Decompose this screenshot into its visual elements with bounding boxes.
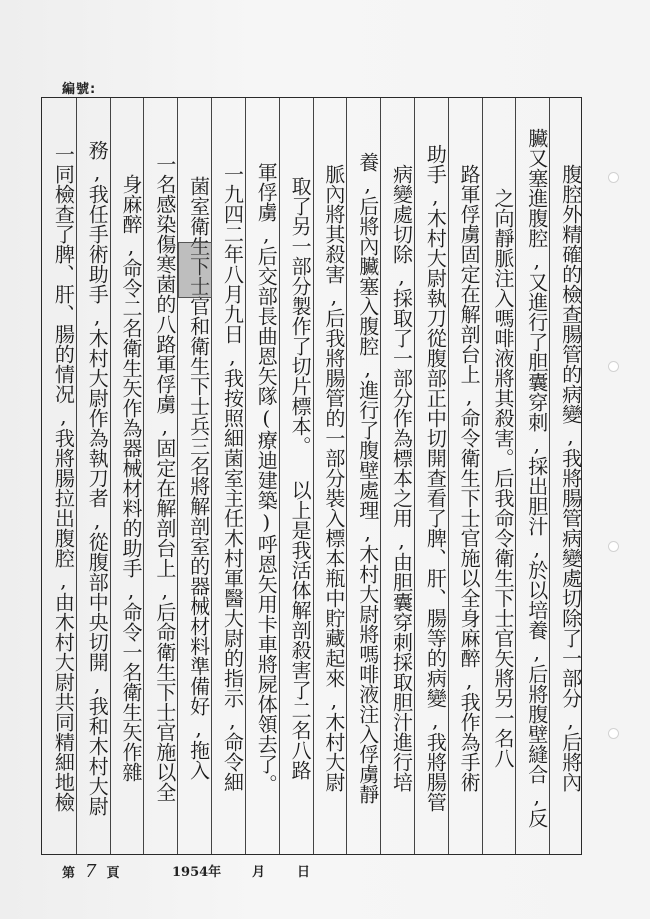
day-label: 日 bbox=[297, 865, 311, 880]
page-number bbox=[62, 861, 119, 882]
punch-hole bbox=[608, 172, 619, 183]
text-column: 務,我任手術助手,木村大尉作為執刀者,從腹部中央切開,我和木村大尉 bbox=[85, 140, 110, 816]
seal-stamp bbox=[178, 242, 212, 298]
text-column: 路軍俘虜固定在解剖台上,命令衛生下士官施以全身麻醉,我作為手術 bbox=[457, 164, 482, 792]
text-column: 之向靜脈注入嗎啡液將其殺害。后我命令衛生下士官矢將另一名八 bbox=[490, 188, 515, 768]
punch-hole bbox=[608, 541, 619, 552]
text-column: 一同檢查了脾、肝、腸的情况,我將腸拉出腹腔,由木村大尉共同精細地檢 bbox=[51, 144, 76, 812]
text-column: 取了另一部分製作了切片標本。 以上是我活体解剖殺害了二名八路 bbox=[288, 176, 313, 780]
text-column: 一九四二年八月九日,我按照細菌室主任木村軍醫大尉的指示,命令細 bbox=[220, 164, 245, 792]
text-column: 脈內將其殺害,后我將腸管的一部分裝入標本瓶中貯藏起來,木村大尉 bbox=[321, 164, 346, 792]
punch-hole bbox=[608, 728, 619, 739]
text-column: 助手,木村大尉執刀從腹部正中切開查看了脾、肝、腸等的病變,我將腸管 bbox=[423, 144, 448, 812]
serial-number-label: 編號: bbox=[62, 82, 97, 97]
text-column: 一名感染傷寒菌的八路軍俘虜,固定在解剖台上,后命衛生下士官施以全 bbox=[152, 154, 177, 802]
text-column: 身麻醉,命令二名衛生矢作為器械材料的助手,命令一名衛生矢作雜 bbox=[119, 174, 144, 782]
text-column: 軍俘虜,后交部長曲恩矢隊(療迪建築)呼恩矢用卡車將屍体領去了。 bbox=[254, 162, 279, 794]
year-label: 1954年 bbox=[172, 865, 222, 880]
text-column: 養,后將內臟塞入腹腔,進行了腹壁處理,木村大尉將嗎啡液注入俘虜靜 bbox=[355, 152, 380, 804]
page-suffix: 頁 bbox=[106, 866, 120, 881]
manuscript-grid bbox=[41, 97, 582, 855]
punch-hole bbox=[608, 361, 619, 372]
page-number-value: 7 bbox=[85, 861, 97, 882]
text-column: 腹腔外精確的檢查腸管的病變,我將腸管病變處切除了一部分,后將內 bbox=[558, 164, 583, 792]
text-column: 病變處切除,採取了一部分作為標本之用,由胆囊穿刺採取胆汁進行培 bbox=[389, 164, 414, 792]
text-column: 臟又塞進腹腔,又進行了胆囊穿刺,採出胆汁,於以培養,后將腹壁縫合,反 bbox=[524, 128, 549, 828]
month-label: 月 bbox=[252, 865, 266, 880]
text-column: 菌室衛生下士官和衛生下士兵三名將解剖室的器械材料準備好,拖入 bbox=[186, 176, 211, 780]
page-prefix: 第 bbox=[62, 866, 76, 881]
